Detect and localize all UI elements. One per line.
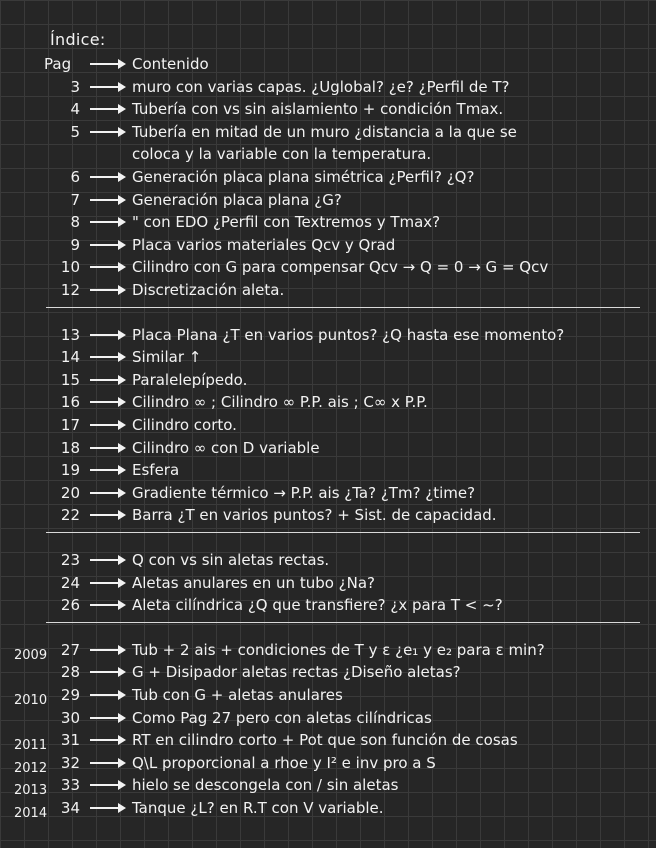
arrow-icon xyxy=(90,63,124,65)
entry-text: Similar ↑ xyxy=(132,348,202,367)
year-label: 2012 xyxy=(14,760,48,776)
entry-text: Como Pag 27 pero con aletas cilíndricas xyxy=(132,708,432,727)
arrow-icon xyxy=(90,176,124,178)
arrow-icon xyxy=(90,559,124,561)
index-entry xyxy=(0,390,656,414)
entry-text: G + Disipador aletas rectas ¿Diseño aletas? xyxy=(132,663,461,682)
entry-text: hielo se descongela con / sin aletas xyxy=(132,776,399,795)
entry-text: Generación placa plana ¿G? xyxy=(132,190,342,209)
arrow-icon xyxy=(90,469,124,471)
arrow-icon xyxy=(90,334,124,336)
year-label: 2009 xyxy=(14,647,48,663)
entry-text: Paralelepípedo. xyxy=(132,370,248,389)
entry-text: Discretización aleta. xyxy=(132,281,285,299)
index-entry xyxy=(0,773,656,797)
year-label: 2011 xyxy=(14,738,48,754)
entry-text: Cilindro ∞ ; Cilindro ∞ P.P. ais ; C∞ x P.P. xyxy=(132,393,428,412)
page-number: 32 xyxy=(60,753,80,772)
page-number: 4 xyxy=(70,100,80,119)
index-entry xyxy=(0,751,656,775)
entry-text: Tanque ¿L? en R.T con V variable. xyxy=(132,799,384,817)
entry-text: Barra ¿T en varios puntos? + Sist. de capacidad. xyxy=(132,506,497,525)
page-number: 10 xyxy=(60,258,80,277)
entry-text: Tub con G + aletas anulares xyxy=(132,686,343,704)
index-entry xyxy=(0,233,656,257)
arrow-icon xyxy=(90,266,124,268)
index-entry xyxy=(0,503,656,527)
index-entry xyxy=(0,458,656,482)
page-number: 9 xyxy=(70,235,80,254)
index-entry xyxy=(0,638,656,662)
arrow-icon xyxy=(90,671,124,673)
section-divider xyxy=(46,532,640,533)
year-label: 2014 xyxy=(14,806,48,821)
arrow-icon xyxy=(90,582,124,584)
index-entry xyxy=(0,706,656,730)
index-entry xyxy=(0,75,656,99)
index-entry xyxy=(0,481,656,505)
index-title: Índice: xyxy=(50,30,106,49)
year-label: 2010 xyxy=(14,693,48,708)
index-entry xyxy=(0,728,656,752)
index-entry xyxy=(0,683,656,707)
page-number: 6 xyxy=(70,168,80,186)
arrow-icon xyxy=(90,356,124,358)
index-entry xyxy=(0,413,656,437)
entry-text: Tubería en mitad de un muro ¿distancia a la que se xyxy=(132,122,517,141)
entry-text: Cilindro ∞ con D variable xyxy=(132,438,320,457)
arrow-icon xyxy=(90,199,124,201)
index-entry xyxy=(0,120,656,144)
page-number: 12 xyxy=(60,281,80,299)
index-entry xyxy=(0,593,656,617)
entry-text: Tubería con vs sin aislamiento + condición Tmax. xyxy=(132,100,504,119)
page-number: 17 xyxy=(60,416,80,434)
page-number: 3 xyxy=(70,77,80,96)
index-entry xyxy=(0,796,656,820)
index-entry xyxy=(0,188,656,212)
page-number: 7 xyxy=(70,190,80,209)
page-number: 26 xyxy=(60,596,80,615)
index-entry xyxy=(0,368,656,392)
header-content-label: Contenido xyxy=(132,55,209,73)
index-entry xyxy=(0,323,656,347)
page-number: 30 xyxy=(60,708,80,727)
page-number: 16 xyxy=(60,393,80,412)
section-divider xyxy=(46,622,640,623)
page-number: 14 xyxy=(60,348,80,367)
page-number: 33 xyxy=(60,776,80,795)
arrow-icon xyxy=(90,131,124,133)
index-entry xyxy=(0,548,656,572)
arrow-icon xyxy=(90,221,124,223)
arrow-icon xyxy=(90,244,124,246)
arrow-icon xyxy=(90,514,124,516)
arrow-icon xyxy=(90,424,124,426)
arrow-icon xyxy=(90,86,124,88)
index-entry xyxy=(0,165,656,189)
page-number: 34 xyxy=(60,799,80,817)
entry-text: Q\L proporcional a rhoe y I² e inv pro a S xyxy=(132,753,436,772)
section-divider xyxy=(46,307,640,308)
index-entry-continuation xyxy=(0,142,656,166)
arrow-icon xyxy=(90,447,124,449)
arrow-icon xyxy=(90,649,124,651)
entry-text: coloca y la variable con la temperatura. xyxy=(132,145,432,164)
header-page-label: Pag xyxy=(44,55,72,73)
entry-text: Gradiente térmico → P.P. ais ¿Ta? ¿Tm? ¿time? xyxy=(132,483,476,502)
arrow-icon xyxy=(90,717,124,719)
index-entry xyxy=(0,436,656,460)
entry-text: RT en cilindro corto + Pot que son función de cosas xyxy=(132,731,518,750)
arrow-icon xyxy=(90,694,124,696)
entry-text: Esfera xyxy=(132,461,180,480)
entry-text: Generación placa plana simétrica ¿Perfil? ¿Q? xyxy=(132,168,475,186)
entry-text: Aletas anulares en un tubo ¿Na? xyxy=(132,573,376,592)
entry-text: Placa Plana ¿T en varios puntos? ¿Q hasta ese momento? xyxy=(132,325,565,344)
entry-text: Aleta cilíndrica ¿Q que transfiere? ¿x para T < ~? xyxy=(132,596,503,615)
page-number: 27 xyxy=(60,640,80,659)
page-number: 23 xyxy=(60,551,80,569)
entry-text: Placa varios materiales Qcv y Qrad xyxy=(132,235,396,254)
arrow-icon xyxy=(90,108,124,110)
index-entry xyxy=(0,278,656,302)
page-number: 19 xyxy=(60,461,80,480)
index-header xyxy=(0,52,656,76)
arrow-icon xyxy=(90,762,124,764)
arrow-icon xyxy=(90,807,124,809)
page-number: 22 xyxy=(60,506,80,525)
arrow-icon xyxy=(90,604,124,606)
entry-text: Tub + 2 ais + condiciones de T y ε ¿e₁ y e₂ para ε min? xyxy=(132,640,545,659)
page-number: 18 xyxy=(60,438,80,457)
page-number: 28 xyxy=(60,663,80,682)
index-entry xyxy=(0,660,656,684)
arrow-icon xyxy=(90,492,124,494)
arrow-icon xyxy=(90,784,124,786)
entry-text: " con EDO ¿Perfil con Textremos y Tmax? xyxy=(132,213,441,232)
arrow-icon xyxy=(90,739,124,741)
index-entry xyxy=(0,97,656,121)
page-number: 15 xyxy=(60,370,80,389)
page-number: 24 xyxy=(60,573,80,592)
page-number: 8 xyxy=(70,213,80,232)
index-entry xyxy=(0,210,656,234)
page-number: 20 xyxy=(60,483,80,502)
entry-text: Q con vs sin aletas rectas. xyxy=(132,551,330,569)
index-entry xyxy=(0,255,656,279)
entry-text: Cilindro corto. xyxy=(132,416,237,434)
arrow-icon xyxy=(90,289,124,291)
entry-text: muro con varias capas. ¿Uglobal? ¿e? ¿Perfil de T? xyxy=(132,77,510,96)
page-number: 5 xyxy=(70,122,80,141)
arrow-icon xyxy=(90,401,124,403)
year-label: 2013 xyxy=(14,783,48,799)
arrow-icon xyxy=(90,379,124,381)
page-number: 29 xyxy=(60,686,80,704)
entry-text: Cilindro con G para compensar Qcv → Q = 0 → G = Qcv xyxy=(132,258,549,277)
page-number: 31 xyxy=(60,731,80,750)
page-number: 13 xyxy=(60,325,80,344)
index-entry xyxy=(0,345,656,369)
index-entry xyxy=(0,571,656,595)
